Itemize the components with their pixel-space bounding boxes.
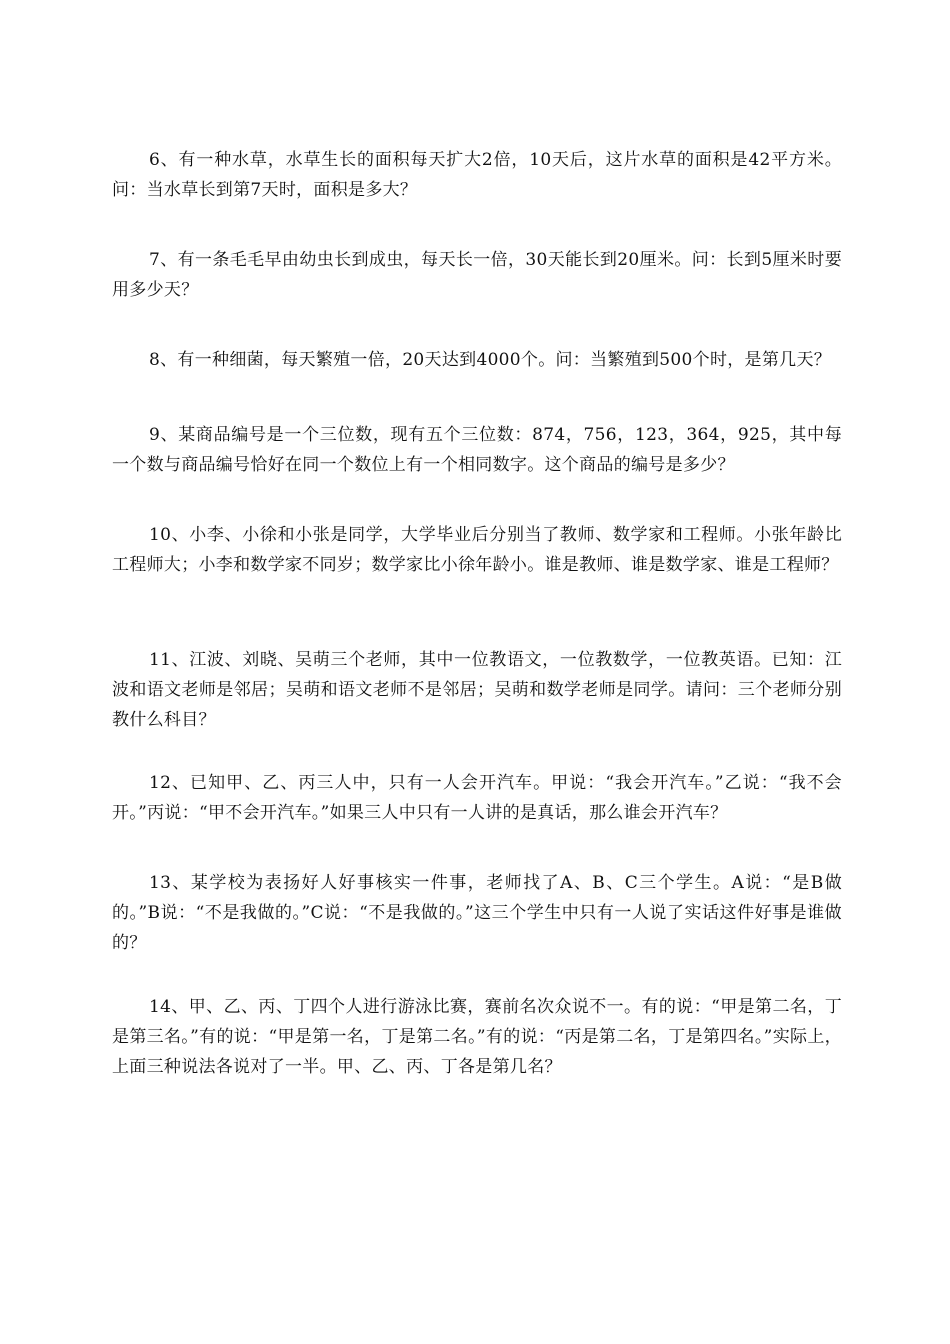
question-14: 14、甲、乙、丙、丁四个人进行游泳比赛，赛前名次众说不一。有的说：“甲是第二名，丁是第三名。”有的说：“甲是第一名，丁是第二名。”有的说：“丙是第二名，丁是第四名。”实际上，上面三种说法各说对了一半。甲、乙、丙、丁各是第几名？	[112, 997, 842, 1077]
question-13: 13、某学校为表扬好人好事核实一件事，老师找了A、B、C三个学生。A说：“是B做的。”B说：“不是我做的。”C说：“不是我做的。”这三个学生中只有一人说了实话这件好事是谁做的？	[112, 873, 842, 953]
question-11: 11、江波、刘晓、吴萌三个老师，其中一位教语文，一位教数学，一位教英语。已知：江波和语文老师是邻居；吴萌和语文老师不是邻居；吴萌和数学老师是同学。请问：三个老师分别教什么科目？	[112, 650, 842, 730]
question-7: 7、有一条毛毛早由幼虫长到成虫，每天长一倍，30天能长到20厘米。问：长到5厘米时要用多少天？	[112, 250, 842, 300]
question-10: 10、小李、小徐和小张是同学，大学毕业后分别当了教师、数学家和工程师。小张年龄比工程师大；小李和数学家不同岁；数学家比小徐年龄小。谁是教师、谁是数学家、谁是工程师？	[112, 525, 842, 575]
question-8: 8、有一种细菌，每天繁殖一倍，20天达到4000个。问：当繁殖到500个时，是第几天？	[149, 350, 832, 370]
question-9: 9、某商品编号是一个三位数，现有五个三位数：874，756，123，364，925，其中每一个数与商品编号恰好在同一个数位上有一个相同数字。这个商品的编号是多少？	[112, 425, 842, 475]
question-12: 12、已知甲、乙、丙三人中，只有一人会开汽车。甲说：“我会开汽车。”乙说：“我不会开。”丙说：“甲不会开汽车。”如果三人中只有一人讲的是真话，那么谁会开汽车？	[112, 773, 842, 823]
question-6: 6、有一种水草，水草生长的面积每天扩大2倍，10天后，这片水草的面积是42平方米。问：当水草长到第7天时，面积是多大？	[112, 150, 842, 200]
